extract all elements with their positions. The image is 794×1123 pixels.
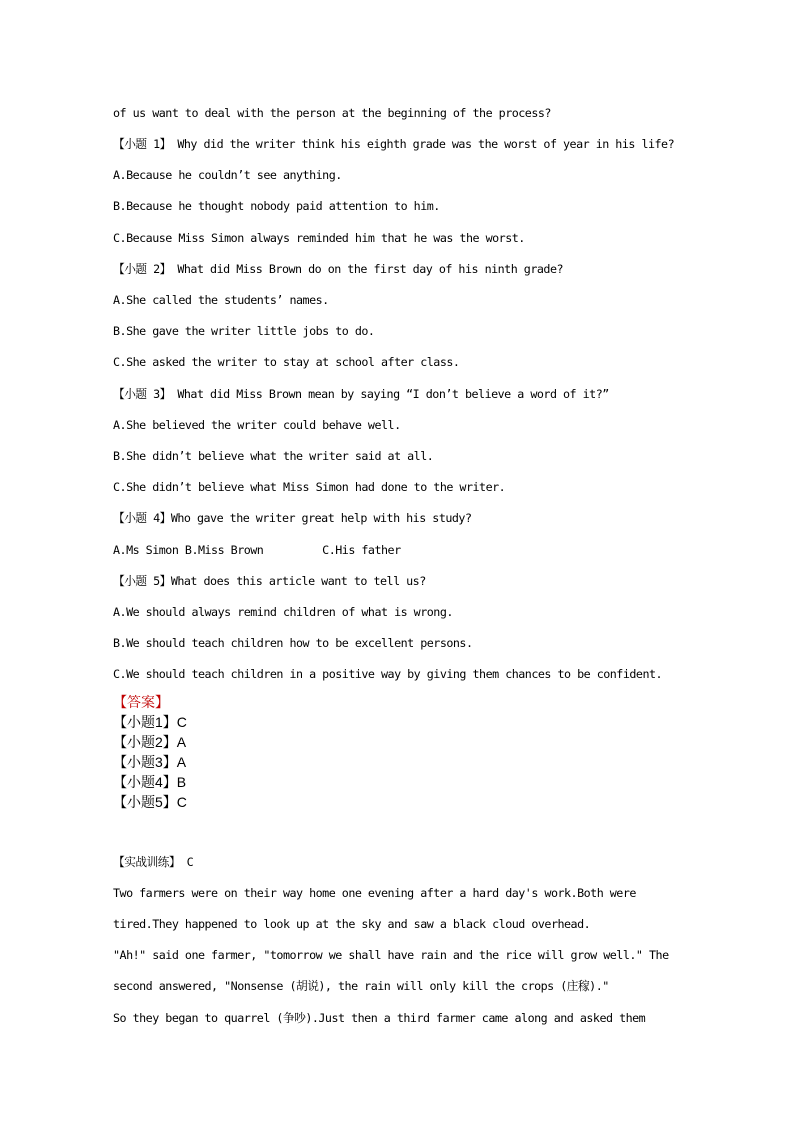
question-4-stem: 【小题 4】Who gave the writer great help with his study? bbox=[113, 511, 472, 525]
question-1-option-a: A.Because he couldn’t see anything. bbox=[113, 168, 342, 182]
passage-line-3: "Ah!" said one farmer, "tomorrow we shall have rain and the rice will grow well." The bbox=[113, 948, 669, 962]
question-2-option-a: A.She called the students’ names. bbox=[113, 293, 329, 307]
question-2-stem: 【小题 2】 What did Miss Brown do on the first day of his ninth grade? bbox=[113, 262, 564, 276]
practice-heading: 【实战训练】 C bbox=[113, 855, 194, 869]
question-5-option-c: C.We should teach children in a positive way by giving them chances to be confident. bbox=[113, 667, 663, 681]
answer-1: 【小题1】C bbox=[113, 714, 187, 730]
answer-2: 【小题2】A bbox=[113, 734, 187, 750]
answer-3: 【小题3】A bbox=[113, 754, 187, 770]
question-2-option-c: C.She asked the writer to stay at school after class. bbox=[113, 355, 460, 369]
question-1-option-c: C.Because Miss Simon always reminded him that he was the worst. bbox=[113, 231, 525, 245]
intro-line: of us want to deal with the person at the beginning of the process? bbox=[113, 106, 551, 120]
question-5-option-b: B.We should teach children how to be excellent persons. bbox=[113, 636, 473, 650]
passage-line-2: tired.They happened to look up at the sky and saw a black cloud overhead. bbox=[113, 917, 591, 931]
question-3-stem: 【小题 3】 What did Miss Brown mean by saying “I don’t believe a word of it?” bbox=[113, 387, 609, 401]
question-3-option-c: C.She didn’t believe what Miss Simon had done to the writer. bbox=[113, 480, 506, 494]
passage-line-5: So they began to quarrel (争吵).Just then a third farmer came along and asked them bbox=[113, 1011, 646, 1025]
question-5-stem: 【小题 5】What does this article want to tell us? bbox=[113, 574, 426, 588]
answer-4: 【小题4】B bbox=[113, 774, 187, 790]
passage-line-1: Two farmers were on their way home one evening after a hard day's work.Both were bbox=[113, 886, 636, 900]
question-3-option-a: A.She believed the writer could behave well. bbox=[113, 418, 401, 432]
answer-heading: 【答案】 bbox=[113, 694, 169, 710]
passage-line-4: second answered, "Nonsense (胡说), the rain will only kill the crops (庄稼)." bbox=[113, 979, 609, 993]
answer-5: 【小题5】C bbox=[113, 794, 187, 810]
question-5-option-a: A.We should always remind children of what is wrong. bbox=[113, 605, 453, 619]
question-3-option-b: B.She didn’t believe what the writer said at all. bbox=[113, 449, 434, 463]
question-2-option-b: B.She gave the writer little jobs to do. bbox=[113, 324, 375, 338]
question-1-option-b: B.Because he thought nobody paid attention to him. bbox=[113, 199, 440, 213]
question-4-options: A.Ms Simon B.Miss Brown C.His father bbox=[113, 543, 401, 557]
question-1-stem: 【小题 1】 Why did the writer think his eighth grade was the worst of year in his life? bbox=[113, 137, 675, 151]
